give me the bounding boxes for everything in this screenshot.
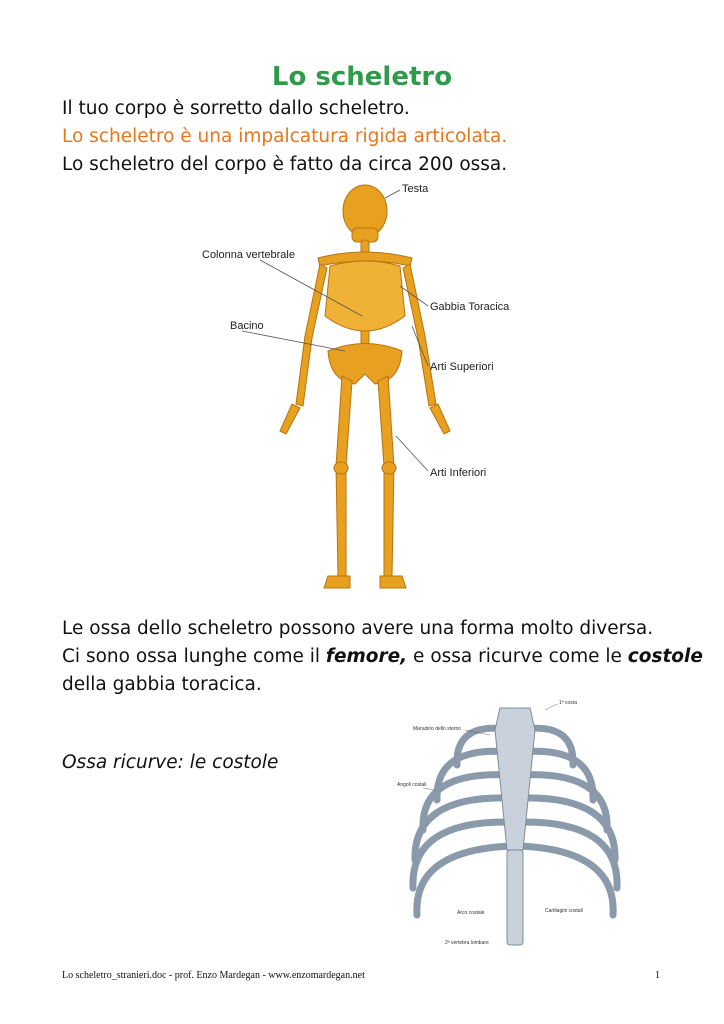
label-arti-superiori: Arti Superiori — [430, 361, 494, 373]
body-line-3: della gabbia toracica. — [62, 674, 262, 695]
label-gabbia: Gabbia Toracica — [430, 301, 510, 313]
intro-line-3: Lo scheletro del corpo è fatto da circa 200 ossa. — [62, 154, 508, 175]
ribcage-label-6: 2ª vertebra lombare — [445, 940, 489, 946]
ribcage-label-1: 1ª costa — [559, 700, 577, 706]
body-line-1: Le ossa dello scheletro possono avere una forma molto diversa. — [62, 618, 654, 639]
body-line-2 — [62, 646, 703, 667]
ribcage — [325, 261, 405, 331]
ribcage-label-3: Angoli costali — [397, 782, 427, 788]
intro-line-2: Lo scheletro è una impalcatura rigida articolata. — [62, 126, 508, 147]
body-line-2-b: e ossa ricurve come le — [407, 646, 628, 667]
label-testa: Testa — [402, 183, 429, 195]
body-line-2-a: Ci sono ossa lunghe come il — [62, 646, 326, 667]
footer-text: Lo scheletro_stranieri.doc - prof. Enzo Mardegan - www.enzomardegan.net — [62, 970, 365, 981]
skeleton-illustration — [200, 176, 530, 611]
label-bacino: Bacino — [230, 320, 264, 332]
term-costole: costole — [627, 646, 703, 667]
page-number: 1 — [655, 970, 660, 981]
ribcage-label-5: Cartilagini costali — [545, 908, 583, 914]
ribcage-label-4: Arco costale — [457, 910, 485, 916]
label-colonna: Colonna vertebrale — [202, 249, 295, 261]
intro-line-1: Il tuo corpo è sorretto dallo scheletro. — [62, 98, 410, 119]
sternum — [495, 708, 535, 850]
ribcage-label-2: Manubrio dello sterno — [413, 726, 462, 732]
page-title: Lo scheletro — [271, 62, 453, 92]
term-femore: femore, — [325, 646, 408, 667]
caption-ossa-ricurve: Ossa ricurve: le costole — [62, 752, 279, 773]
label-arti-inferiori: Arti Inferiori — [430, 467, 487, 479]
ribcage-illustration — [395, 690, 635, 955]
vertebrae — [507, 850, 523, 945]
